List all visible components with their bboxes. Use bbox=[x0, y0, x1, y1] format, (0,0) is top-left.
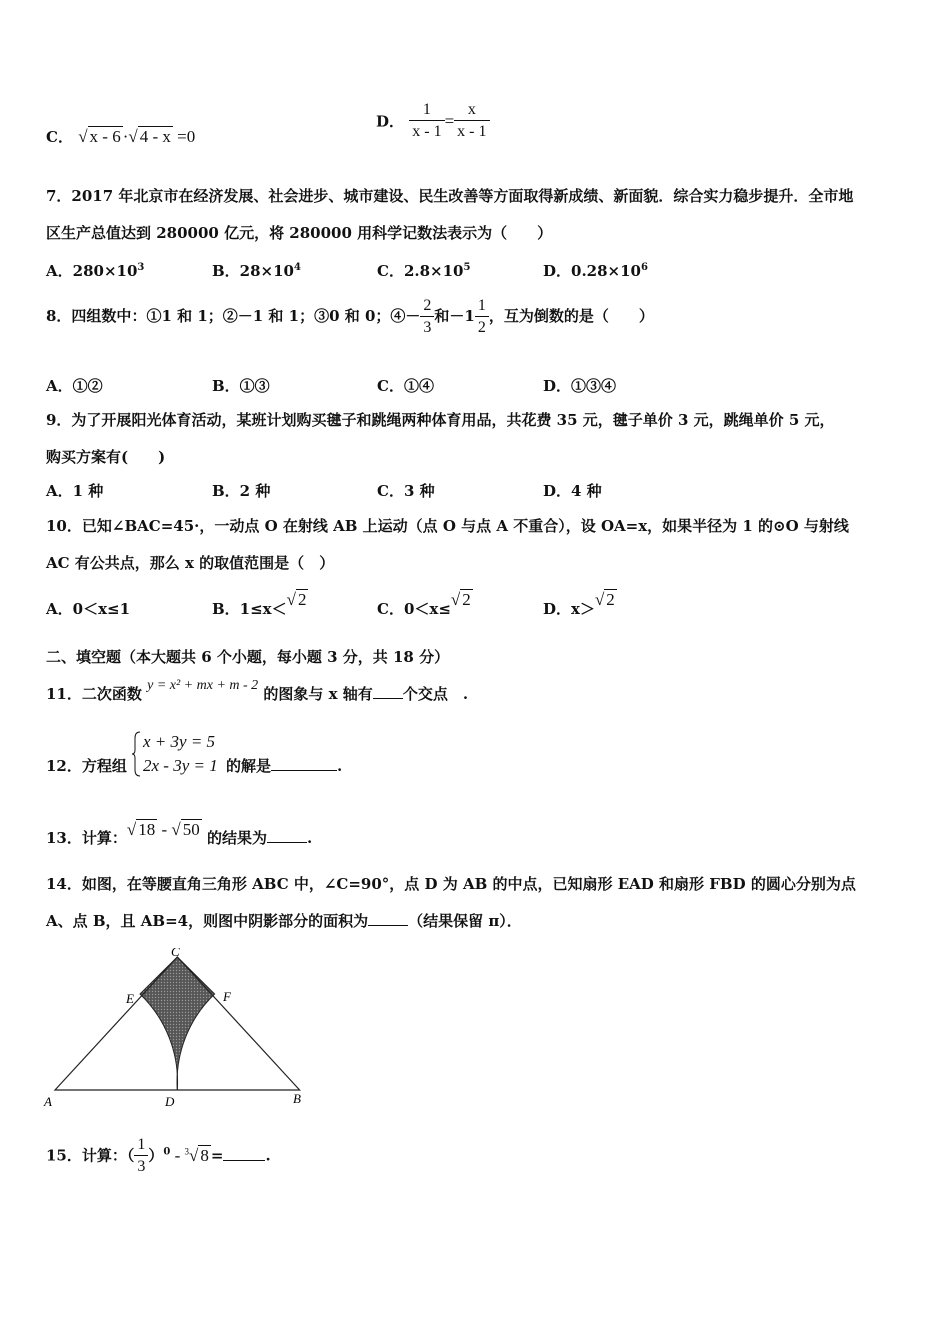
q8-stem: 8．四组数中：①1 和 1；②－1 和 1；③0 和 0；④－ $\frac{2}{3}$ 和－1 $\frac{1}{2}$ ，互为倒数的是（ ） bbox=[46, 294, 654, 339]
q6-d-fraction-right: $\frac{x}{x - 1}$ bbox=[454, 100, 489, 143]
q12-suffix: 的解是 . bbox=[226, 757, 343, 775]
q7-stem-line1: 7．2017 年北京市在经济发展、社会进步、城市建设、民生改善等方面取得新成绩、新面貌．综合实力稳步提升．全市地 bbox=[46, 187, 854, 205]
q11-formula: y = x² + mx + m - 2 bbox=[147, 678, 259, 693]
q9-option-c: C．3 种 bbox=[377, 482, 435, 500]
q12-prefix: 12．方程组 bbox=[46, 757, 127, 775]
q11-stem: 11．二次函数 y = x² + mx + m - 2 的图象与 x 轴有 个交点 . bbox=[46, 678, 469, 703]
q11-blank[interactable] bbox=[373, 698, 403, 699]
q13-blank[interactable] bbox=[267, 842, 307, 843]
q9-option-d: D．4 种 bbox=[543, 482, 602, 500]
q14-stem-line2: A、点 B，且 AB=4，则图中阴影部分的面积为 （结果保留 π）． bbox=[46, 912, 522, 930]
q10-stem-line2: AC 有公共点，那么 x 的取值范围是（ ） bbox=[46, 554, 335, 572]
q14-label-f: F bbox=[223, 989, 231, 1004]
q12-eq2: 2x - 3y = 1 bbox=[143, 756, 218, 775]
brace-icon bbox=[132, 730, 142, 778]
q10-option-d: D．x＞√ 2 bbox=[543, 590, 615, 618]
q6-d-fraction-left: $\frac{1}{x - 1}$ bbox=[409, 100, 444, 143]
q9-stem-line2: 购买方案有( ) bbox=[46, 448, 166, 466]
q12-blank[interactable] bbox=[271, 770, 337, 771]
q12-eq1: x + 3y = 5 bbox=[143, 732, 216, 751]
q14-label-b: B bbox=[293, 1091, 301, 1106]
q12-equation-system bbox=[134, 730, 218, 778]
q10-option-c: C．0＜x≤√ 2 bbox=[377, 590, 471, 618]
q14-figure bbox=[40, 948, 320, 1113]
q14-label-a: A bbox=[44, 1094, 52, 1109]
q8-option-a: A．①② bbox=[46, 377, 103, 395]
q8-option-b: B．①③ bbox=[212, 377, 270, 395]
q15-blank[interactable] bbox=[223, 1146, 265, 1161]
q14-label-d: D bbox=[165, 1094, 175, 1109]
q6-c-radicand-b: 4 - x bbox=[139, 127, 171, 146]
q8-fraction-two-thirds: $\frac{2}{3}$ bbox=[420, 296, 434, 339]
q15-stem: 15．计算：（ $\frac{1}{3}$ ）$^0$ - $^3$√ 8 = . bbox=[46, 1128, 271, 1179]
q6-option-d: D． $\frac{1}{x - 1}$ = $\frac{x}{x - 1}$ bbox=[376, 100, 490, 143]
q7-option-a: A．$280\times 10^3$ bbox=[46, 262, 145, 280]
q7-option-b: B．$28\times 10^4$ bbox=[212, 262, 301, 280]
q9-option-b: B．2 种 bbox=[212, 482, 271, 500]
q7-stem-line2: 区生产总值达到 280000 亿元，将 280000 用科学记数法表示为（ ） bbox=[46, 224, 553, 242]
q14-label-e: E bbox=[126, 991, 134, 1006]
q14-label-c: C bbox=[171, 948, 180, 959]
q7-option-d: D．$0.28\times 10^6$ bbox=[543, 262, 648, 280]
q9-stem-line1: 9．为了开展阳光体育活动，某班计划购买毽子和跳绳两种体育用品，共花费 35 元，毽子单价 3 元，跳绳单价 5 元， bbox=[46, 411, 835, 429]
q7-option-c: C．$2.8\times 10^5$ bbox=[377, 262, 471, 280]
q14-stem-line1: 14．如图，在等腰直角三角形 ABC 中，∠C=90°，点 D 为 AB 的中点，已知扇形 EAD 和扇形 FBD 的圆心分别为点 bbox=[46, 875, 856, 893]
q8-option-d: D．①③④ bbox=[543, 377, 617, 395]
q10-option-b: B．1≤x＜√ 2 bbox=[212, 590, 307, 618]
section-title-fill-in: 二、填空题（本大题共 6 个小题，每小题 3 分，共 18 分） bbox=[46, 648, 450, 666]
q6-c-radicand-a: x - 6 bbox=[89, 127, 121, 146]
q8-fraction-one-half: $\frac{1}{2}$ bbox=[475, 296, 489, 339]
q14-blank[interactable] bbox=[368, 925, 408, 926]
q9-option-a: A．1 种 bbox=[46, 482, 104, 500]
q6-option-c: C． √ x - 6 ·√ 4 - x =0 bbox=[46, 127, 196, 146]
q10-stem-line1: 10．已知∠BAC=45·，一动点 O 在射线 AB 上运动（点 O 与点 A 不重合），设 OA=x，如果半径为 1 的⊙O 与射线 bbox=[46, 517, 849, 535]
q8-option-c: C．①④ bbox=[377, 377, 434, 395]
q10-option-a: A．0＜x≤1 bbox=[46, 600, 131, 618]
q13-stem: 13．计算：√ 18 - √ 50 的结果为 . bbox=[46, 820, 313, 847]
q15-fraction-one-third: $\frac{1}{3}$ bbox=[134, 1135, 148, 1178]
